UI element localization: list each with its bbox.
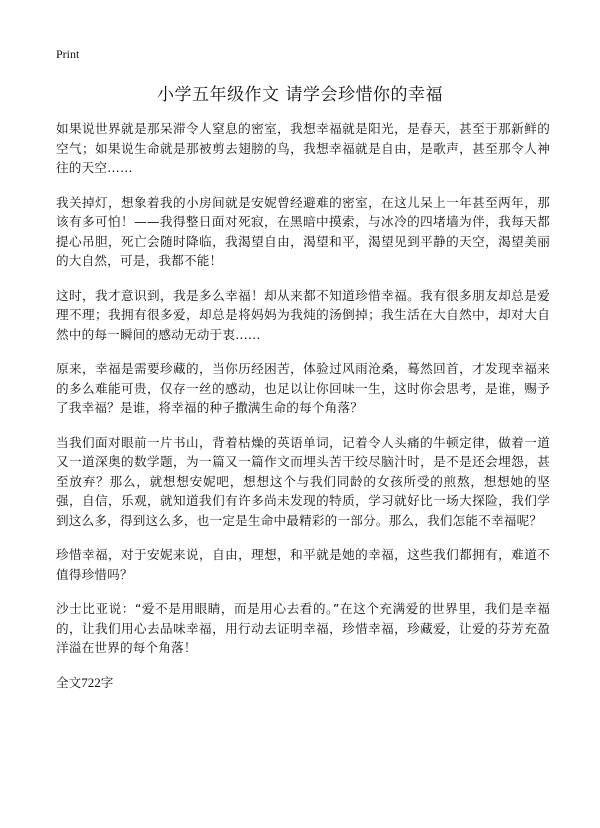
word-count-prefix: 全文 bbox=[56, 674, 82, 690]
paragraph-4: 原来，幸福是需要珍藏的，当你历经困苦，体验过风雨沧桑，蓦然回首，才发现幸福来的多么难能可贵，仅存一丝的感动，也足以让你回味一生，这时你会思考，是谁，赐予了我幸福？是谁，将幸福的种子撒满生命的每个角落？ bbox=[56, 361, 550, 415]
word-count-number: 722 bbox=[81, 674, 101, 690]
paragraph-7: 沙士比亚说：“爱不是用眼睛，而是用心去看的。”在这个充满爱的世界里，我们是幸福的，让我们用心去品味幸福，用行动去证明幸福，珍惜幸福，珍藏爱，让爱的芬芳充盈洋溢在世界的每个角落！ bbox=[56, 601, 550, 655]
print-link[interactable]: Print bbox=[56, 47, 80, 61]
word-count-suffix: 字 bbox=[100, 674, 114, 690]
paragraph-1: 如果说世界就是那呆滞令人窒息的密室，我想幸福就是阳光，是春天，甚至于那新鲜的空气；如果说生命就是那被剪去翅膀的鸟，我想幸福就是自由，是歌声，甚至那令人神往的天空…… bbox=[56, 121, 550, 175]
paragraph-5: 当我们面对眼前一片书山，背着枯燥的英语单词，记着令人头痛的牛顿定律，做着一道又一道深奥的数学题，为一篇又一篇作文而埋头苦干绞尽脑汁时，是不是还会埋怨，甚至放弃？那么，就想想安妮吧，想想这个与我们同龄的女孩所受的煎熬，想想她的坚强，自信，乐观，就知道我们有许多尚未发现的特质，学习就好比一场大探险，我们学到这么多，得到这么多，也一定是生命中最精彩的一部分。那么，我们怎能不幸福呢？ bbox=[56, 434, 550, 528]
paragraph-2: 我关掉灯，想象着我的小房间就是安妮曾经避难的密室，在这儿呆上一年甚至两年，那该有多可怕！——我得整日面对死寂，在黑暗中摸索，与冰冷的四堵墙为伴，我每天都提心吊胆，死亡会随时降临，我渴望自由，渴望和平，渴望见到平静的天空，渴望美丽的大自然，可是，我都不能！ bbox=[56, 194, 550, 268]
paragraph-6: 珍惜幸福，对于安妮来说，自由，理想，和平就是她的幸福，这些我们都拥有，难道不值得珍惜吗？ bbox=[56, 547, 550, 582]
paragraph-3: 这时，我才意识到，我是多么幸福！却从来都不知道珍惜幸福。我有很多朋友却总是爱理不理；我拥有很多爱，却总是将妈妈为我炖的汤倒掉；我生活在大自然中，却对大自然中的每一瞬间的感动无动于衷…… bbox=[56, 287, 550, 342]
article-body bbox=[56, 119, 550, 692]
article-title: 小学五年级作文 请学会珍惜你的幸福 bbox=[157, 85, 443, 105]
word-count bbox=[56, 673, 550, 693]
